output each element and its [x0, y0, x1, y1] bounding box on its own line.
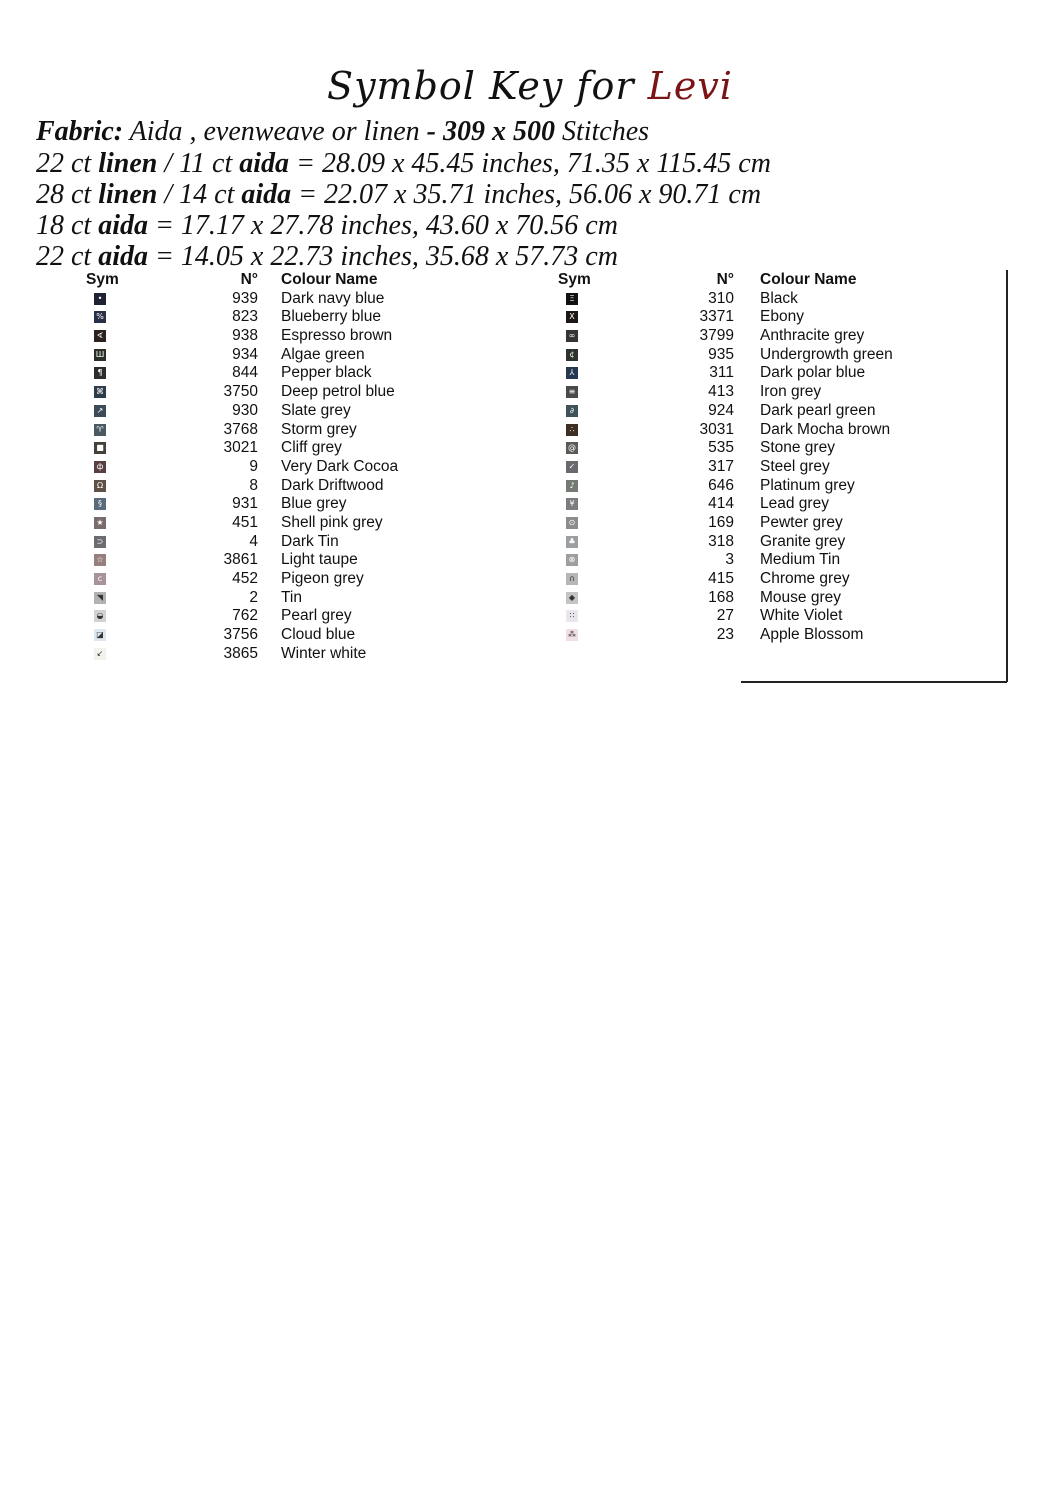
fabric-label: Fabric: [36, 116, 124, 147]
colour-name: Blueberry blue [281, 308, 381, 326]
symbol-swatch-icon: ⊗ [566, 554, 578, 566]
count-kw1: aida [98, 210, 148, 241]
symbol-swatch-icon: ¥ [566, 498, 578, 510]
thread-number: 414 [708, 495, 734, 513]
thread-number: 939 [232, 289, 258, 307]
colour-name: Pewter grey [760, 513, 843, 531]
symbol-swatch-icon: ♈ [94, 424, 106, 436]
colour-name: Undergrowth green [760, 345, 893, 363]
colour-name: Medium Tin [760, 551, 841, 569]
fabric-types: Aida , evenweave or linen [129, 116, 420, 147]
count-mid: / 11 ct [164, 148, 233, 179]
symbol-swatch-icon: • [94, 293, 106, 305]
thread-number: 451 [232, 513, 258, 531]
symbol-swatch-icon: § [94, 498, 106, 510]
symbol-swatch-icon: Ш [95, 349, 105, 359]
symbol-swatch-icon: ↙ [94, 648, 106, 660]
symbol-swatch-icon: Ξ [566, 293, 578, 305]
symbol-swatch-icon: ∷ [566, 610, 578, 622]
thread-number: 4 [249, 532, 258, 550]
colour-name: Pearl grey [281, 607, 352, 625]
colour-name: Light taupe [281, 551, 358, 569]
header-num: N° [716, 271, 734, 288]
symbol-swatch-icon: ∩ [566, 573, 578, 585]
thread-number: 3861 [223, 551, 258, 569]
count-pre: 18 ct [36, 210, 92, 241]
thread-number: 938 [232, 327, 258, 345]
thread-number: 3865 [223, 644, 258, 662]
symbol-swatch-icon: ✓ [566, 461, 578, 473]
thread-number: 3021 [223, 439, 258, 457]
thread-number: 8 [249, 476, 258, 494]
colour-name: Dark Driftwood [281, 476, 384, 494]
thread-number: 2 [249, 588, 258, 606]
colour-name: Dark pearl green [760, 401, 876, 419]
thread-number: 27 [716, 607, 734, 625]
header-num: N° [240, 271, 258, 288]
colour-name: Dark Tin [281, 532, 339, 550]
symbol-swatch-icon: ♪ [566, 480, 578, 492]
thread-number: 924 [708, 401, 734, 419]
colour-name: Platinum grey [760, 476, 855, 494]
colour-name: Steel grey [760, 457, 830, 475]
symbol-swatch-icon: ☆ [94, 554, 106, 566]
count-kw2: aida [241, 179, 292, 210]
stitch-size: 309 x 500 [442, 116, 555, 147]
thread-number: 934 [232, 345, 258, 363]
colour-name: Shell pink grey [281, 513, 383, 531]
colour-name: Very Dark Cocoa [281, 457, 399, 475]
header-sym: Sym [558, 271, 591, 288]
symbol-swatch-icon: ≡ [566, 386, 578, 398]
thread-number: 169 [708, 513, 734, 531]
count-kw1: aida [98, 241, 148, 272]
symbol-swatch-icon: ⅄ [566, 367, 578, 379]
colour-name: Anthracite grey [760, 327, 865, 345]
colour-name: Winter white [281, 644, 367, 662]
symbol-swatch-icon: ¶ [94, 367, 106, 379]
count-kw2: aida [239, 148, 290, 179]
table-border-bottom [741, 681, 1007, 683]
pattern-name: Levi [647, 64, 733, 108]
symbol-swatch-icon: Ω [94, 480, 106, 492]
thread-number: 935 [708, 345, 734, 363]
symbol-swatch-icon: ◥ [94, 592, 106, 604]
thread-number: 823 [232, 308, 258, 326]
symbol-swatch-icon: @ [568, 443, 576, 453]
colour-name: Algae green [281, 345, 365, 363]
count-pre: 22 ct [36, 241, 92, 272]
colour-name: Dark Mocha brown [760, 420, 891, 438]
thread-number: 646 [708, 476, 734, 494]
symbol-swatch-icon: ⊃ [94, 536, 106, 548]
symbol-swatch-icon: ∢ [94, 330, 106, 342]
colour-name: Storm grey [281, 420, 357, 438]
thread-number: 3031 [699, 420, 734, 438]
symbol-swatch-icon: ◪ [94, 629, 106, 641]
thread-number: 168 [708, 588, 734, 606]
count-kw1: linen [98, 148, 158, 179]
colour-name: Tin [281, 588, 302, 606]
count-dims: = 17.17 x 27.78 inches, 43.60 x 70.56 cm [155, 210, 618, 241]
colour-name: Cloud blue [281, 626, 356, 644]
thread-number: 317 [708, 457, 734, 475]
thread-number: 931 [232, 495, 258, 513]
symbol-swatch-icon: % [94, 311, 106, 323]
title-prefix: Symbol Key for [327, 64, 635, 108]
symbol-swatch-icon: ⊙ [566, 517, 578, 529]
thread-number: 3799 [699, 327, 734, 345]
colour-name: Chrome grey [760, 570, 850, 587]
header-name: Colour Name [760, 271, 857, 288]
symbol-swatch-icon: ¢ [566, 349, 578, 361]
symbol-swatch-icon: ф [94, 461, 106, 473]
colour-name: Espresso brown [281, 327, 393, 345]
colour-name: Blue grey [281, 495, 347, 513]
thread-number: 23 [716, 626, 734, 644]
count-line-4 [36, 241, 618, 272]
symbol-swatch-icon: ↗ [94, 405, 106, 417]
count-pre: 28 ct [36, 179, 92, 210]
page-title [0, 58, 1060, 114]
header-sym: Sym [86, 271, 119, 288]
thread-number: 844 [232, 364, 258, 382]
symbol-swatch-icon: ∞ [566, 330, 578, 342]
thread-number: 3371 [699, 308, 734, 326]
count-dims: = 28.09 x 45.45 inches, 71.35 x 115.45 cm [296, 148, 771, 179]
symbol-swatch-icon: X [566, 311, 578, 323]
count-kw1: linen [98, 179, 158, 210]
count-line-1 [36, 148, 771, 179]
stitch-unit: Stitches [561, 116, 650, 147]
colour-name: Deep petrol blue [281, 383, 395, 401]
thread-number: 9 [249, 457, 258, 475]
colour-name: Dark navy blue [281, 289, 385, 307]
thread-number: 413 [708, 383, 734, 401]
symbol-swatch-icon: ◒ [94, 610, 106, 622]
symbol-swatch-icon: ∴ [566, 424, 578, 436]
thread-number: 3768 [223, 420, 258, 438]
fabric-line [36, 116, 649, 147]
thread-number: 762 [232, 607, 258, 625]
symbol-swatch-icon: ★ [94, 517, 106, 529]
colour-name: Cliff grey [281, 439, 342, 457]
symbol-swatch-icon: ⁂ [568, 630, 576, 640]
count-line-3 [36, 210, 618, 241]
symbol-swatch-icon: ■ [94, 442, 106, 454]
colour-name: Apple Blossom [760, 626, 864, 644]
colour-name: Granite grey [760, 532, 846, 550]
colour-name: Stone grey [760, 439, 835, 457]
symbol-swatch-icon: ∂ [566, 405, 578, 417]
count-line-2 [36, 179, 761, 210]
colour-name: Black [760, 289, 798, 307]
thread-number: 3 [725, 551, 734, 569]
thread-number: 452 [232, 570, 258, 587]
thread-number: 310 [708, 289, 734, 307]
colour-name: Pigeon grey [281, 570, 364, 587]
header-name: Colour Name [281, 271, 378, 288]
count-dims: = 22.07 x 35.71 inches, 56.06 x 90.71 cm [298, 179, 762, 210]
thread-number: 3750 [223, 383, 258, 401]
thread-number: 3756 [223, 626, 258, 644]
colour-name: White Violet [760, 607, 843, 625]
colour-name: Slate grey [281, 401, 351, 419]
colour-name: Lead grey [760, 495, 829, 513]
symbol-swatch-icon: c [94, 573, 106, 585]
thread-number: 415 [708, 570, 734, 587]
count-pre: 22 ct [36, 148, 92, 179]
colour-name: Pepper black [281, 364, 372, 382]
symbol-swatch-icon: ⌘ [96, 387, 104, 397]
fabric-dash: - [426, 116, 436, 147]
colour-name: Mouse grey [760, 588, 841, 606]
symbol-swatch-icon: ◆ [566, 592, 578, 604]
thread-number: 535 [708, 439, 734, 457]
symbol-swatch-icon: ♣ [566, 536, 578, 548]
colour-name: Dark polar blue [760, 364, 866, 382]
table-border-right [1006, 270, 1008, 682]
thread-number: 311 [709, 364, 734, 382]
count-dims: = 14.05 x 22.73 inches, 35.68 x 57.73 cm [155, 241, 618, 272]
thread-number: 318 [708, 532, 734, 550]
thread-number: 930 [232, 401, 258, 419]
count-mid: / 14 ct [164, 179, 235, 210]
colour-name: Iron grey [760, 383, 822, 401]
colour-name: Ebony [760, 308, 804, 326]
